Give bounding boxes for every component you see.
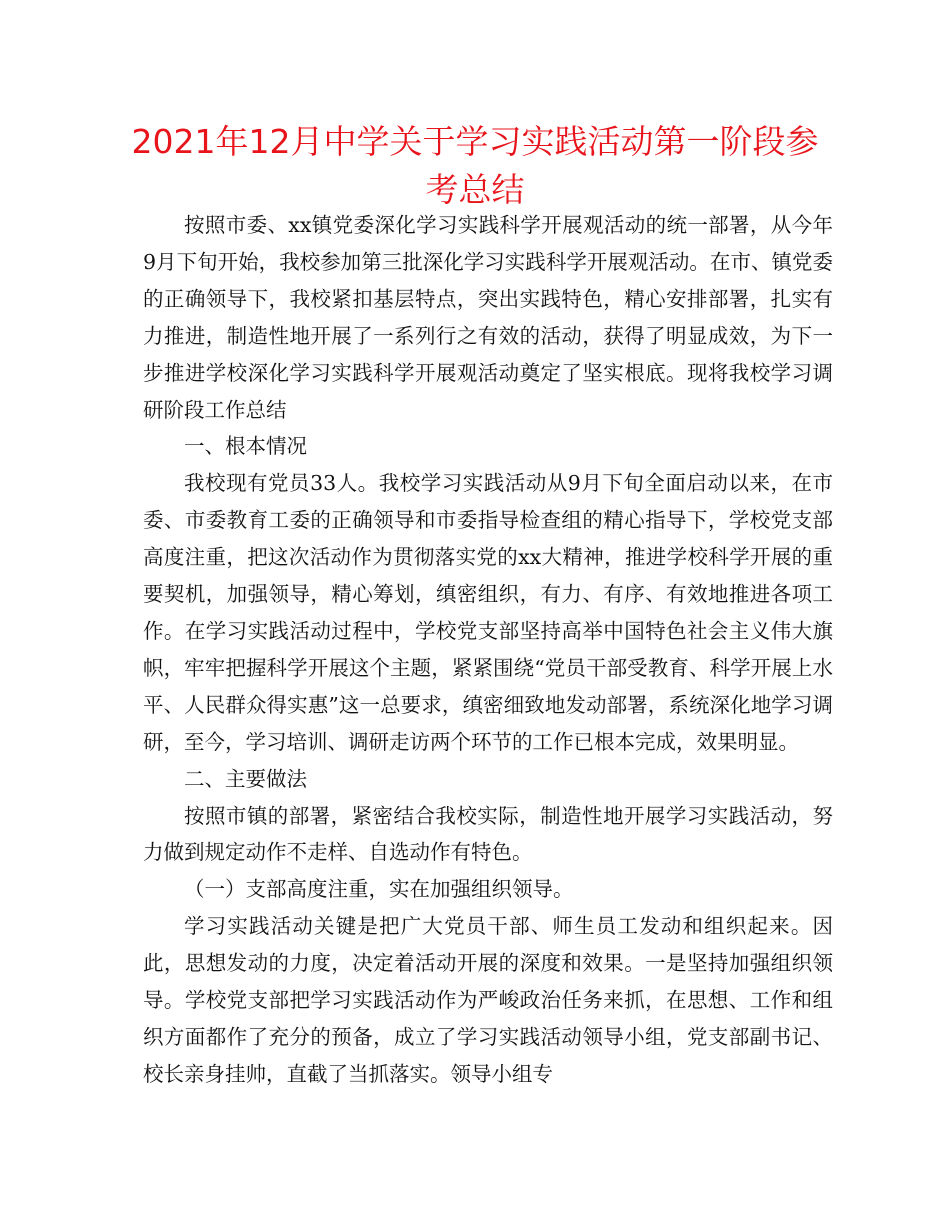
title-line-2: 考总结 [425,170,525,209]
section-heading-main-methods: 二、主要做法 [184,766,307,791]
paragraph-basic-situation: 我校现有党员33人。我校学习实践活动从9月下旬全面启动以来，在市委、市委教育工委的正确领导和市委指导检查组的精心指导下，学校党支部高度注重，把这次活动作为贯彻落实党的xx大精神，推进学校科学开展的重要契机，加强领导，精心筹划，缜密组织，有力、有序、有效地推进各项工作。在学习实践活动过程中，学校党支部坚持高举中国特色社会主义伟大旗帜，牢牢把握科学开展这个主题，紧紧围绕“党员干部受教育、科学开展上水平、人民群众得实惠”这一总要求，缜密细致地发动部署，系统深化地学习调研，至今，学习培训、调研走访两个环节的工作已根本完成，效果明显。 [143,471,833,754]
document-body [143,207,833,1093]
section-heading-basic-situation: 一、根本情况 [184,434,307,459]
paragraph-main-methods: 按照市镇的部署，紧密结合我校实际，制造性地开展学习实践活动，努力做到规定动作不走样、自选动作有特色。 [143,803,833,865]
paragraph-subsection-1: 学习实践活动关键是把广大党员干部、师生员工发动和组织起来。因此，思想发动的力度，决定着活动开展的深度和效果。一是坚持加强组织领导。学校党支部把学习实践活动作为严峻政治任务来抓，在思想、工作和组织方面都作了充分的预备，成立了学习实践活动领导小组，党支部副书记、校长亲身挂帅，直截了当抓落实。领导小组专 [143,914,833,1086]
document-title [120,118,830,214]
subsection-heading-1: （一）支部高度注重，实在加强组织领导。 [184,877,574,902]
title-line-1: 2021年12月中学关于学习实践活动第一阶段参 [131,122,819,161]
paragraph-intro: 按照市委、xx镇党委深化学习实践科学开展观活动的统一部署，从今年9月下旬开始，我校参加第三批深化学习实践科学开展观活动。在市、镇党委的正确领导下，我校紧扣基层特点，突出实践特色，精心安排部署，扎实有力推进，制造性地开展了一系列行之有效的活动，获得了明显成效，为下一步推进学校深化学习实践科学开展观活动奠定了坚实根底。现将我校学习调研阶段工作总结 [143,213,833,422]
